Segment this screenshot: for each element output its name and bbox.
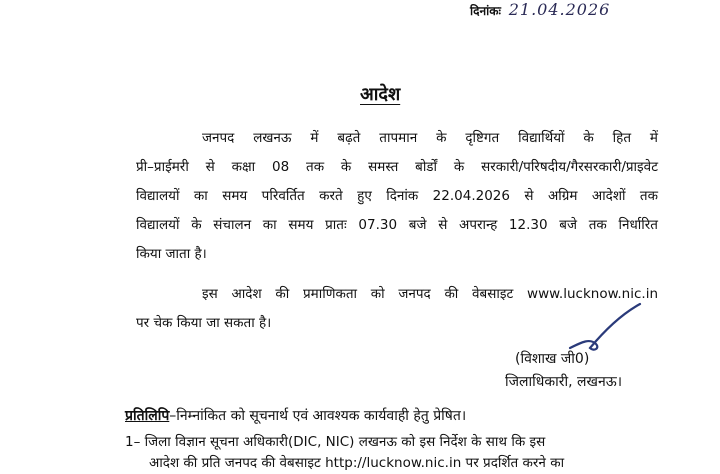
copy-label: प्रतिलिपि (125, 408, 170, 424)
signatory-name: (विशाख जी0) (515, 351, 590, 367)
paragraph-line: पर चेक किया जा सकता है। (136, 315, 272, 331)
paragraph-line: जनपद लखनऊ में बढ़ते तापमान के दृष्टिगत विद्यार्थियों के हित में (202, 130, 658, 146)
copy-item-line: 1– जिला विज्ञान सूचना अधिकारी(DIC, NIC) लखनऊ को इस निर्देश के साथ कि इस (125, 434, 546, 450)
copy-text: –निम्नांकित को सूचनार्थ एवं आवश्यक कार्यवाही हेतु प्रेषित। (169, 408, 467, 424)
order-paragraph (136, 124, 658, 269)
copy-to-header (125, 406, 466, 425)
paragraph-line: किया जाता है। (136, 246, 207, 262)
document-title: आदेश (360, 84, 401, 105)
paragraph-line: विद्यालयों के संचालन का समय प्रातः 07.30 बजे से अपरान्ह 12.30 बजे तक निर्धारित (136, 217, 658, 233)
copy-list-item (125, 432, 655, 474)
date-label: दिनांकः (470, 4, 501, 18)
paragraph-line: प्री–प्राईमरी से कक्षा 08 तक के समस्त बोर्डों के सरकारी/परिषदीय/गैरसरकारी/प्राइवेट (136, 159, 658, 175)
signatory-designation: जिलाधिकारी, लखनऊ। (505, 374, 623, 390)
date-row (470, 0, 610, 19)
paragraph-line: विद्यालयों का समय परिवर्तित करते हुए दिनांक 22.04.2026 से अग्रिम आदेशों तक (136, 188, 658, 204)
handwritten-date: 21.04.2026 (508, 0, 611, 19)
paragraph-line: इस आदेश की प्रमाणिकता को जनपद की वेबसाइट www.lucknow.nic.in (202, 286, 658, 302)
copy-item-line: आदेश की प्रति जनपद की वेबसाइट http://lucknow.nic.in पर प्रदर्शित करने का (149, 455, 565, 471)
